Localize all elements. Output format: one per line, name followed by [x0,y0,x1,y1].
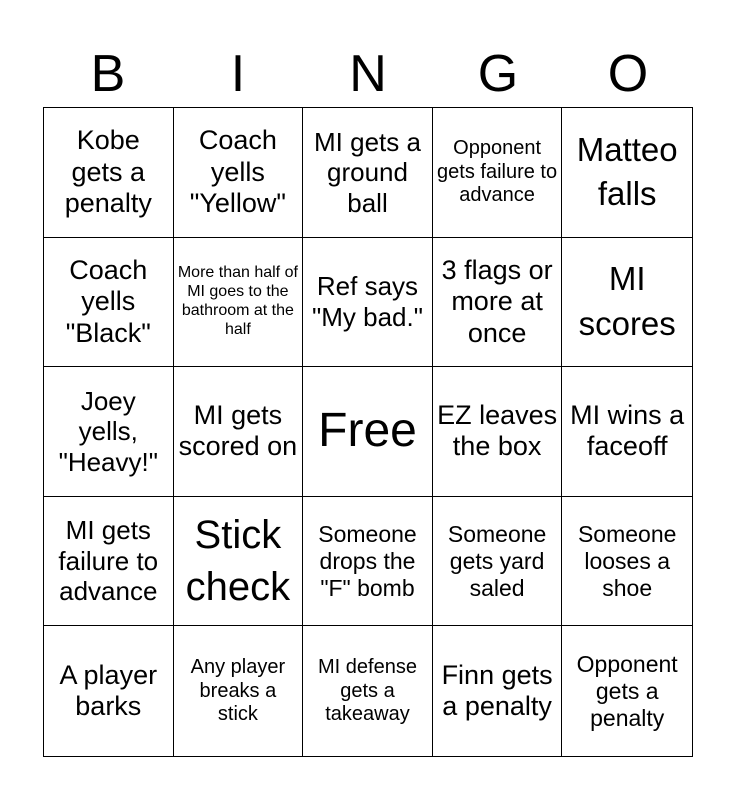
bingo-grid [43,107,693,757]
bingo-cell[interactable]: 3 flags or more at once [433,238,563,368]
bingo-cell[interactable]: Stick check [174,497,304,627]
header-letter-o: O [607,45,649,103]
bingo-cell[interactable]: A player barks [44,626,174,756]
bingo-cell[interactable]: More than half of MI goes to the bathroom at the half [174,238,304,368]
header-letter-g: G [477,45,519,103]
bingo-cell[interactable]: Joey yells, "Heavy!" [44,367,174,497]
bingo-cell[interactable]: MI scores [562,238,692,368]
bingo-cell[interactable]: Someone looses a shoe [562,497,692,627]
bingo-cell[interactable]: Any player breaks a stick [174,626,304,756]
bingo-cell[interactable]: Finn gets a penalty [433,626,563,756]
header-letter-i: I [230,45,246,103]
bingo-cell[interactable]: Someone drops the "F" bomb [303,497,433,627]
bingo-cell[interactable]: Ref says "My bad." [303,238,433,368]
bingo-cell[interactable]: Coach yells "Yellow" [174,108,304,238]
bingo-cell[interactable]: MI defense gets a takeaway [303,626,433,756]
bingo-header [43,44,693,104]
bingo-cell[interactable]: Matteo falls [562,108,692,238]
bingo-cell[interactable]: Someone gets yard saled [433,497,563,627]
free-cell[interactable]: Free [303,367,433,497]
bingo-cell[interactable]: Opponent gets failure to advance [433,108,563,238]
bingo-cell[interactable]: MI gets scored on [174,367,304,497]
bingo-cell[interactable]: MI wins a faceoff [562,367,692,497]
bingo-cell[interactable]: MI gets a ground ball [303,108,433,238]
bingo-cell[interactable]: Coach yells "Black" [44,238,174,368]
header-letter-n: N [349,45,387,103]
header-letter-b: B [90,45,126,103]
bingo-cell[interactable]: MI gets failure to advance [44,497,174,627]
bingo-cell[interactable]: Kobe gets a penalty [44,108,174,238]
bingo-cell[interactable]: EZ leaves the box [433,367,563,497]
bingo-cell[interactable]: Opponent gets a penalty [576,650,678,731]
